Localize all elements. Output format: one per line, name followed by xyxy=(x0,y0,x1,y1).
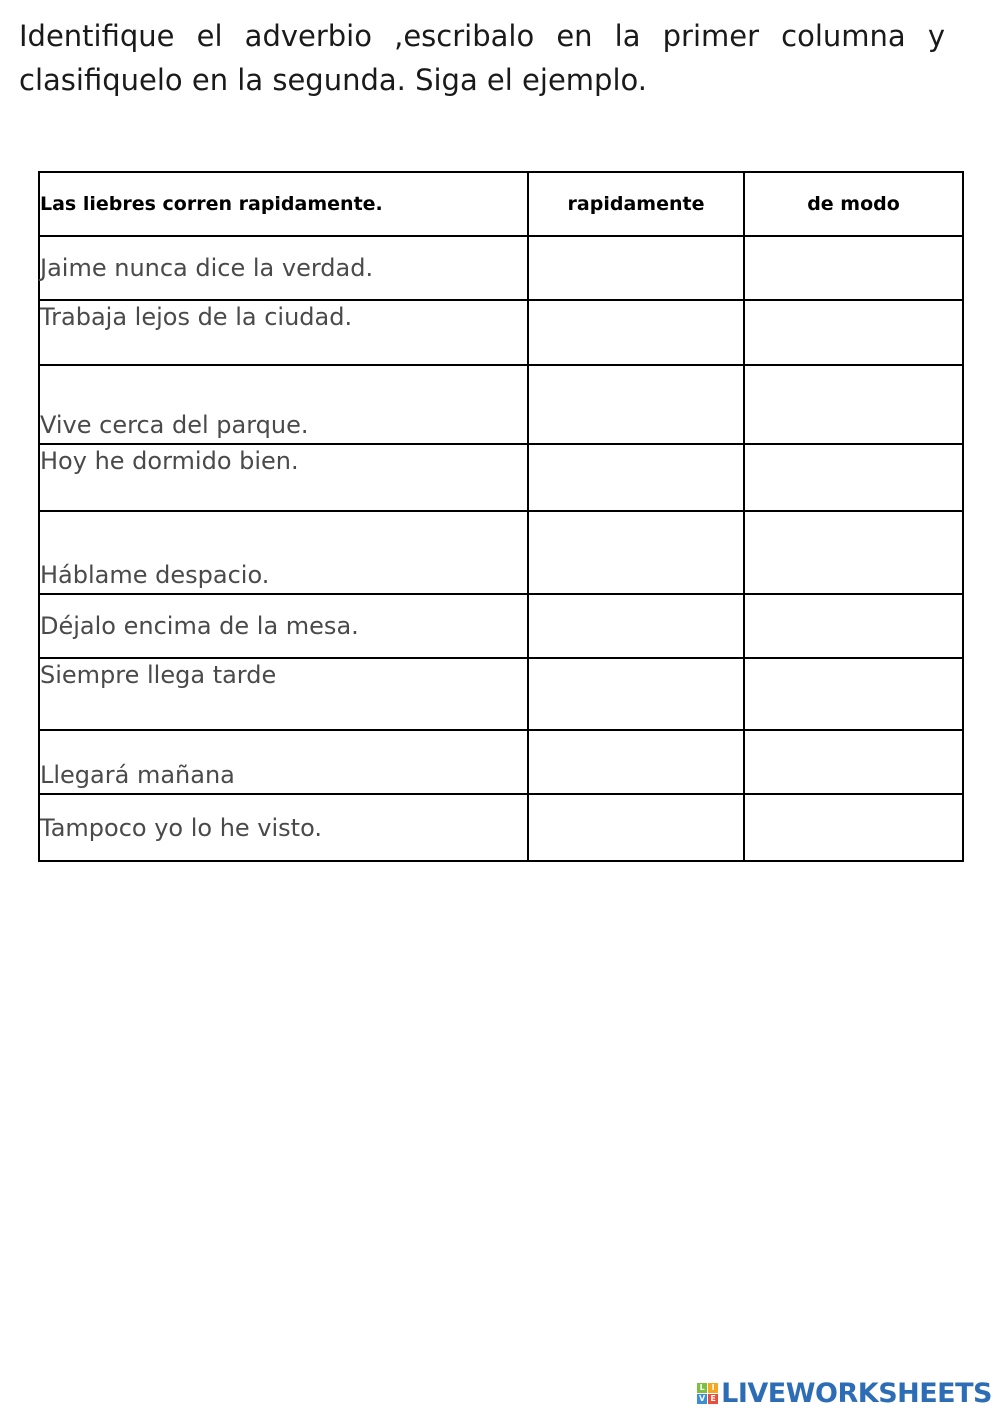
table-row xyxy=(39,300,963,365)
adverb-worksheet-table xyxy=(38,171,964,862)
classification-answer-field[interactable] xyxy=(744,594,963,658)
logo-mark-square: V xyxy=(699,1394,706,1403)
classification-answer-field[interactable] xyxy=(744,365,963,444)
table-row xyxy=(39,511,963,594)
sentence-cell: Vive cerca del parque. xyxy=(39,365,528,444)
table-row xyxy=(39,794,963,861)
logo-text: LIVEWORKSHEETS xyxy=(721,1378,992,1409)
table-row xyxy=(39,594,963,658)
sentence-cell: Siempre llega tarde xyxy=(39,658,528,730)
adverb-answer-field[interactable] xyxy=(528,365,744,444)
logo-mark-square: I xyxy=(708,1383,718,1393)
classification-answer-field[interactable] xyxy=(744,730,963,794)
sentence-cell: Trabaja lejos de la ciudad. xyxy=(39,300,528,365)
sentence-cell: Jaime nunca dice la verdad. xyxy=(39,236,528,300)
example-sentence-cell: Las liebres corren rapidamente. xyxy=(39,172,528,236)
table-row xyxy=(39,658,963,730)
sentence-cell: Tampoco yo lo he visto. xyxy=(39,794,528,861)
adverb-answer-field[interactable] xyxy=(528,511,744,594)
table-row xyxy=(39,730,963,794)
adverb-answer-field[interactable] xyxy=(528,730,744,794)
table-row xyxy=(39,365,963,444)
instructions-text: Identifique el adverbio ,escribalo en la primer columna y clasifiquelo en la segunda. Siga el ejemplo. xyxy=(19,19,945,97)
liveworksheets-logo-icon xyxy=(697,1383,718,1404)
sentence-cell: Déjalo encima de la mesa. xyxy=(39,594,528,658)
table-row xyxy=(39,444,963,511)
table-header-row xyxy=(39,172,963,236)
example-adverb-cell: rapidamente xyxy=(528,172,744,236)
adverb-answer-field[interactable] xyxy=(528,300,744,365)
table-row xyxy=(39,236,963,300)
classification-answer-field[interactable] xyxy=(744,794,963,861)
example-classification-cell: de modo xyxy=(744,172,963,236)
classification-answer-field[interactable] xyxy=(744,658,963,730)
adverb-answer-field[interactable] xyxy=(528,658,744,730)
sentence-cell: Llegará mañana xyxy=(39,730,528,794)
classification-answer-field[interactable] xyxy=(744,300,963,365)
adverb-answer-field[interactable] xyxy=(528,594,744,658)
adverb-answer-field[interactable] xyxy=(528,236,744,300)
adverb-answer-field[interactable] xyxy=(528,794,744,861)
adverb-answer-field[interactable] xyxy=(528,444,744,511)
classification-answer-field[interactable] xyxy=(744,236,963,300)
liveworksheets-logo xyxy=(697,1378,992,1409)
sentence-cell: Hoy he dormido bien. xyxy=(39,444,528,511)
logo-mark-square: E xyxy=(708,1394,718,1404)
classification-answer-field[interactable] xyxy=(744,511,963,594)
classification-answer-field[interactable] xyxy=(744,444,963,511)
logo-mark-square: L xyxy=(697,1383,707,1393)
sentence-cell: Háblame despacio. xyxy=(39,511,528,594)
